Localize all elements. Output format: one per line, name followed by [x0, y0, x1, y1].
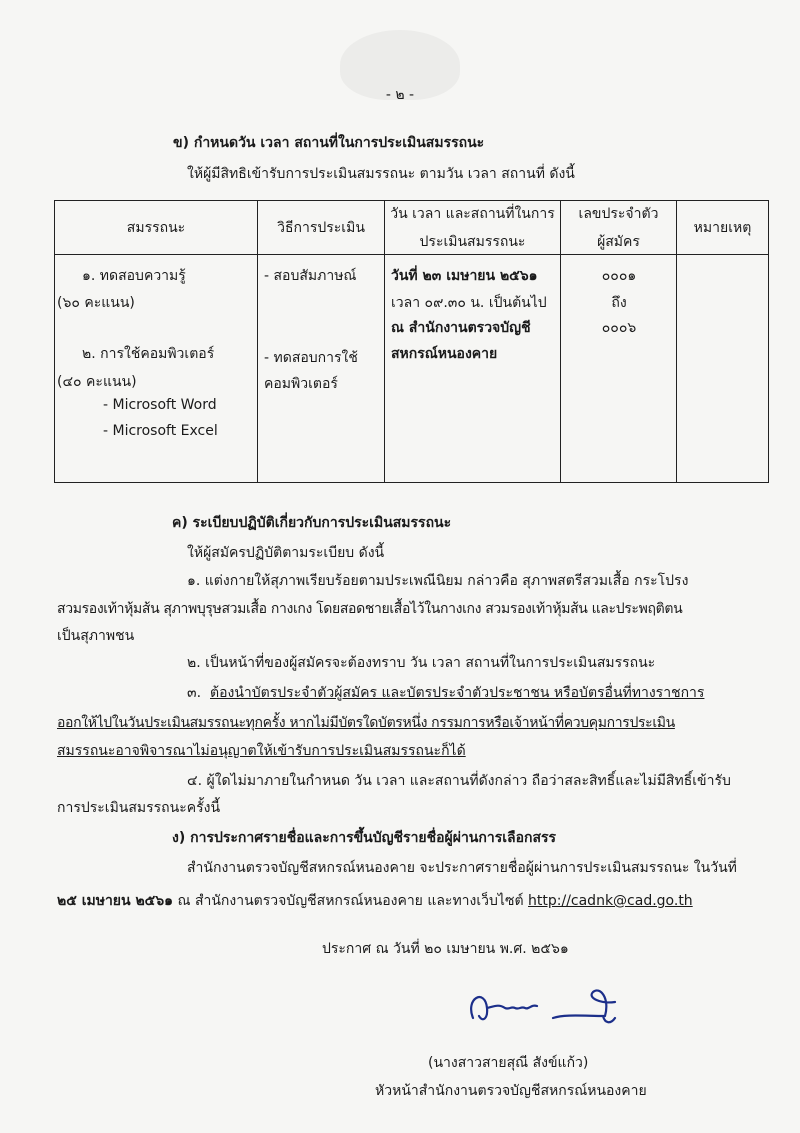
- competency-item-2-score: (๔๐ คะแนน): [57, 374, 137, 390]
- competency-item-1-score: (๖๐ คะแนน): [57, 295, 135, 311]
- cell-datetime-place: [385, 255, 561, 483]
- rule-3-number: ๓.: [187, 685, 202, 701]
- table-row: [55, 255, 769, 483]
- section-d-heading: ง) การประกาศรายชื่อและการขึ้นบัญชีรายชื่อผู้ผ่านการเลือกสรร: [172, 830, 557, 846]
- cell-remarks: [677, 255, 769, 483]
- competency-sub-word: - Microsoft Word: [103, 397, 217, 413]
- section-c-heading: ค) ระเบียบปฏิบัติเกี่ยวกับการประเมินสมรรถนะ: [172, 515, 452, 531]
- competency-sub-excel: - Microsoft Excel: [103, 423, 218, 439]
- method-1: - สอบสัมภาษณ์: [264, 268, 357, 284]
- method-2-line-1: - ทดสอบการใช้: [264, 350, 358, 366]
- header-method: วิธีการประเมิน: [258, 201, 385, 255]
- exam-place-line-1: ณ สำนักงานตรวจบัญชี: [391, 320, 531, 336]
- section-b-heading: ข) กำหนดวัน เวลา สถานที่ในการประเมินสมรรถนะ: [173, 135, 485, 151]
- rule-3-line-3: สมรรถนะอาจพิจารณาไม่อนุญาตให้เข้ารับการประเมินสมรรถนะก็ได้: [57, 743, 466, 759]
- competency-item-2: ๒. การใช้คอมพิวเตอร์: [82, 346, 215, 362]
- competency-item-1: ๑. ทดสอบความรู้: [82, 268, 186, 284]
- applicant-no-from: ๐๐๐๑: [601, 268, 637, 284]
- header-remarks: หมายเหตุ: [677, 201, 769, 255]
- rule-3-line-1: ต้องนำบัตรประจำตัวผู้สมัคร และบัตรประจำตัวประชาชน หรือบัตรอื่นที่ทางราชการ: [210, 685, 705, 701]
- section-b-intro: ให้ผู้มีสิทธิเข้ารับการประเมินสมรรถนะ ตามวัน เวลา สถานที่ ดังนี้: [187, 166, 575, 182]
- announcement-date: ประกาศ ณ วันที่ ๒๐ เมษายน พ.ศ. ๒๕๖๑: [322, 941, 569, 957]
- rule-1-line-3: เป็นสุภาพชน: [57, 628, 135, 644]
- applicant-no-to-word: ถึง: [611, 295, 627, 311]
- section-d-line-2: [57, 890, 693, 912]
- table-header-row: [55, 201, 769, 255]
- announce-result-date: ๒๕ เมษายน ๒๕๖๑: [57, 893, 174, 909]
- rule-4-line-1: ๔. ผู้ใดไม่มาภายในกำหนด วัน เวลา และสถานที่ดังกล่าว ถือว่าสละสิทธิ์และไม่มีสิทธิ์เข้ารับ: [187, 773, 731, 789]
- rule-4-line-2: การประเมินสมรรถนะครั้งนี้: [57, 800, 221, 816]
- website-link[interactable]: http://cadnk@cad.go.th: [528, 893, 693, 909]
- cell-competency: [55, 255, 258, 483]
- method-2-line-2: คอมพิวเตอร์: [264, 376, 338, 392]
- rule-2: ๒. เป็นหน้าที่ของผู้สมัครจะต้องทราบ วัน เวลา สถานที่ในการประเมินสมรรถนะ: [187, 655, 656, 671]
- rule-1-line-2: สวมรองเท้าหุ้มส้น สุภาพบุรุษสวมเสื้อ กางเกง โดยสอดชายเสื้อไว้ในกางเกง สวมรองเท้าหุ้มส้น และประพฤติตน: [57, 601, 683, 617]
- signer-name: (นางสาวสายสุณี สังข์แก้ว): [428, 1055, 589, 1071]
- competency-table: [54, 200, 769, 483]
- section-c-intro: ให้ผู้สมัครปฏิบัติตามระเบียบ ดังนี้: [187, 545, 385, 561]
- exam-date: วันที่ ๒๓ เมษายน ๒๕๖๑: [391, 268, 538, 284]
- exam-time: เวลา ๐๙.๓๐ น. เป็นต้นไป: [391, 295, 547, 311]
- header-datetime-place: วัน เวลา และสถานที่ในการ ประเมินสมรรถนะ: [385, 201, 561, 255]
- section-d-line-1: สำนักงานตรวจบัญชีสหกรณ์หนองคาย จะประกาศรายชื่อผู้ผ่านการประเมินสมรรถนะ ในวันที่: [187, 860, 737, 876]
- header-competency: สมรรถนะ: [55, 201, 258, 255]
- page-number: - ๒ -: [385, 87, 415, 103]
- exam-place-line-2: สหกรณ์หนองคาย: [391, 346, 498, 362]
- rule-3-line-2: ออกให้ไปในวันประเมินสมรรถนะทุกครั้ง หากไม่มีบัตรใดบัตรหนึ่ง กรรมการหรือเจ้าหน้าที่ควบคุมการประเมิน: [57, 715, 675, 731]
- header-applicant-no: เลขประจำตัว ผู้สมัคร: [561, 201, 677, 255]
- rule-1-line-1: ๑. แต่งกายให้สุภาพเรียบร้อยตามประเพณีนิยม กล่าวคือ สุภาพสตรีสวมเสื้อ กระโปรง: [187, 573, 689, 589]
- cell-applicant-no: [561, 255, 677, 483]
- announce-place: ณ สำนักงานตรวจบัญชีสหกรณ์หนองคาย และทางเว็บไซต์: [177, 893, 524, 909]
- signature-image: [455, 978, 645, 1033]
- applicant-no-to: ๐๐๐๖: [601, 320, 637, 336]
- signer-title: หัวหน้าสำนักงานตรวจบัญชีสหกรณ์หนองคาย: [375, 1083, 647, 1099]
- cell-method: [258, 255, 385, 483]
